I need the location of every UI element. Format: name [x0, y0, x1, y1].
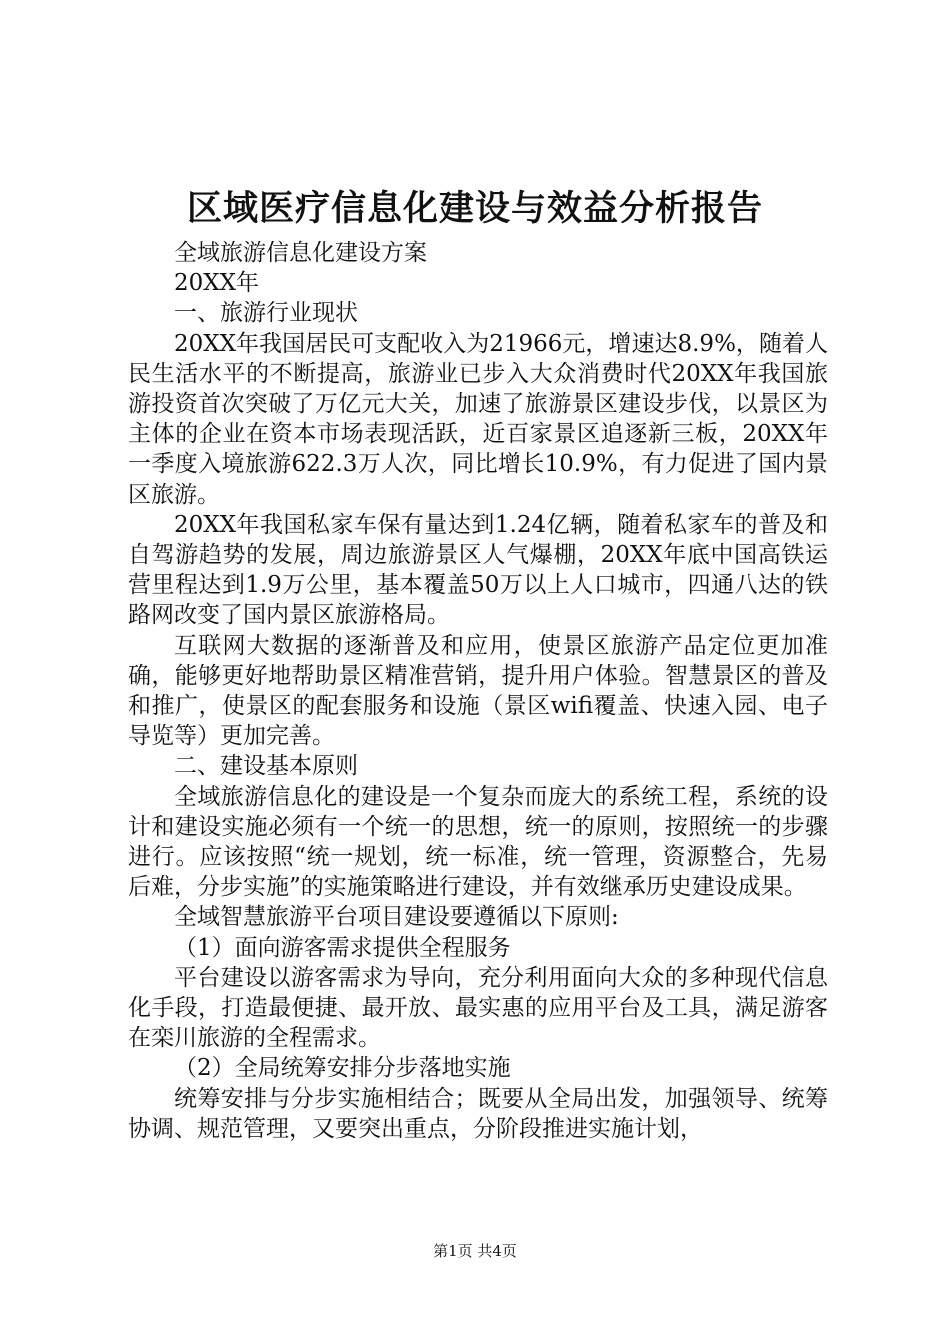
list-heading: （2）全局统筹安排分步落地实施	[174, 1055, 511, 1082]
paragraph: 全域旅游信息化的建设是一个复杂而庞大的系统工程，系统的设计和建设实施必须有一个统一的思想，统一的原则，按照统一的步骤进行。应该按照“统一规划，统一标准，统一管理，资源整合，先易后难，分步实施”的实施策略进行建设，并有效继承历史建设成果。	[128, 783, 828, 901]
page-footer: 第1页 共4页	[433, 1242, 517, 1260]
page-title: 区域医疗信息化建设与效益分析报告	[186, 188, 763, 229]
paragraph: 平台建设以游客需求为导向，充分利用面向大众的多种现代信息化手段，打造最便捷、最开放、最实惠的应用平台及工具，满足游客在栾川旅游的全程需求。	[128, 964, 828, 1052]
paragraph: 20XX年我国居民可支配收入为21966元，增速达8.9%，随着人民生活水平的不断提高，旅游业已步入大众消费时代20XX年我国旅游投资首次突破了万亿元大关，加速了旅游景区建设步伐，以景区为主体的企业在资本市场表现活跃，近百家景区追逐新三板，20XX年一季度入境旅游622.3万人次，同比增长10.9%，有力促进了国内景区旅游。	[128, 330, 828, 508]
year-line: 20XX年	[174, 270, 260, 297]
paragraph: 20XX年我国私家车保有量达到1.24亿辆，随着私家车的普及和自驾游趋势的发展，周边旅游景区人气爆棚，20XX年底中国高铁运营里程达到1.9万公里，基本覆盖50万以上人口城市，四通八达的铁路网改变了国内景区旅游格局。	[128, 511, 828, 629]
paragraph: 互联网大数据的逐渐普及和应用，使景区旅游产品定位更加准确，能够更好地帮助景区精准营销，提升用户体验。智慧景区的普及和推广，使景区的配套服务和设施（景区wifi覆盖、快速入园、电子导览等）更加完善。	[128, 632, 828, 750]
list-heading: （1）面向游客需求提供全程服务	[174, 934, 511, 961]
document-body	[128, 238, 828, 1144]
paragraph: 全域智慧旅游平台项目建设要遵循以下原则:	[174, 904, 619, 931]
subtitle: 全域旅游信息化建设方案	[174, 240, 427, 266]
paragraph: 统筹安排与分步实施相结合；既要从全局出发，加强领导、统筹协调、规范管理，又要突出重点，分阶段推进实施计划，	[128, 1085, 828, 1142]
section-heading: 一、旅游行业现状	[174, 300, 358, 327]
section-heading: 二、建设基本原则	[174, 753, 358, 780]
